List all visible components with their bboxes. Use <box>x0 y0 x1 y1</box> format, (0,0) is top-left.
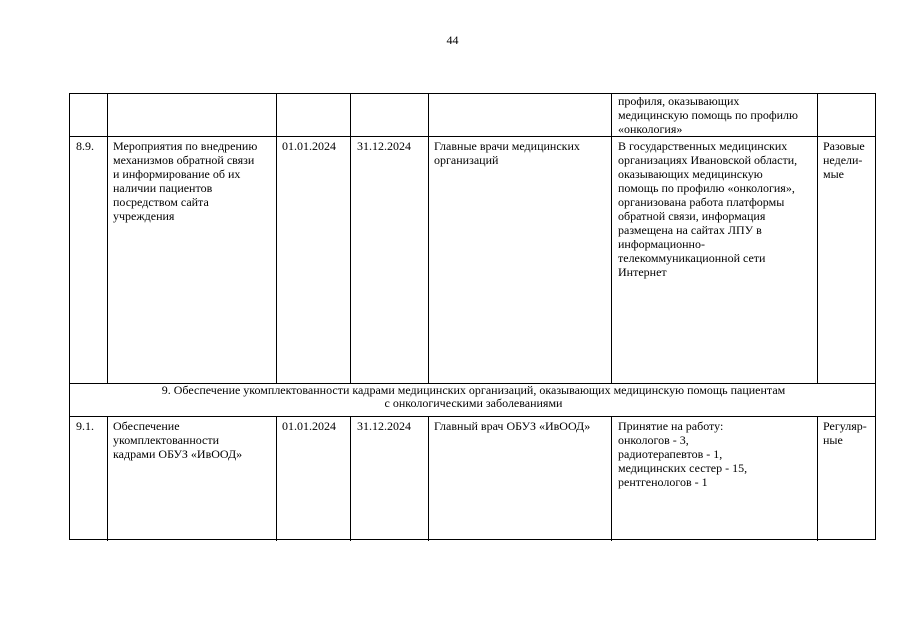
frequency-cell <box>823 419 875 447</box>
column-divider <box>276 416 277 541</box>
column-divider <box>611 94 612 383</box>
text-line: помощь по профилю «онкология», <box>618 181 795 195</box>
text-line: Главные врачи медицинских <box>434 139 580 153</box>
text-line: посредством сайта <box>113 195 209 209</box>
text-line: ные <box>823 433 843 447</box>
result-cell <box>618 139 812 279</box>
event-cell <box>113 419 271 461</box>
start-date: 01.01.2024 <box>282 139 336 153</box>
event-cell <box>113 139 271 223</box>
end-date: 31.12.2024 <box>357 139 411 153</box>
text-line: 9. Обеспечение укомплектованности кадрами медицинских организаций, оказывающих медицинскую помощь пациентам <box>161 383 786 397</box>
continued-result-cell <box>618 94 812 136</box>
text-line: «онкология» <box>618 122 683 136</box>
text-line: наличии пациентов <box>113 181 213 195</box>
row-divider <box>70 136 875 137</box>
text-line: Регуляр- <box>823 419 867 433</box>
text-line: организаций <box>434 153 499 167</box>
row-divider <box>70 416 875 417</box>
text-line: телекоммуникационной сети <box>618 251 766 265</box>
plan-table <box>69 93 876 540</box>
text-line: Принятие на работу: <box>618 419 724 433</box>
text-line: кадрами ОБУЗ «ИвООД» <box>113 447 243 461</box>
column-divider <box>276 94 277 383</box>
text-line: учреждения <box>113 209 175 223</box>
text-line: организована работа платформы <box>618 195 785 209</box>
text-line: обратной связи, информация <box>618 209 766 223</box>
column-divider <box>107 416 108 541</box>
row-number: 9.1. <box>76 419 94 433</box>
column-divider <box>350 94 351 383</box>
page-number: 44 <box>446 33 459 47</box>
text-line: медицинскую помощь по профилю <box>618 108 798 122</box>
text-line: недели- <box>823 153 863 167</box>
text-line: В государственных медицинских <box>618 139 788 153</box>
column-divider <box>428 416 429 541</box>
column-divider <box>611 416 612 541</box>
section-heading <box>70 384 877 410</box>
text-line: рентгенологов - 1 <box>618 475 708 489</box>
text-line: размещена на сайтах ЛПУ в <box>618 223 762 237</box>
text-line: укомплектованности <box>113 433 220 447</box>
row-number: 8.9. <box>76 139 94 153</box>
text-line: профиля, оказывающих <box>618 94 740 108</box>
text-line: онкологов - 3, <box>618 433 689 447</box>
end-date: 31.12.2024 <box>357 419 411 433</box>
column-divider <box>428 94 429 383</box>
text-line: мые <box>823 167 844 181</box>
text-line: организациях Ивановской области, <box>618 153 798 167</box>
responsible-cell: Главный врач ОБУЗ «ИвООД» <box>434 419 591 433</box>
column-divider <box>350 416 351 541</box>
responsible-cell <box>434 139 606 167</box>
text-line: и информирование об их <box>113 167 241 181</box>
frequency-cell <box>823 139 875 181</box>
result-cell <box>618 419 812 489</box>
text-line: радиотерапевтов - 1, <box>618 447 723 461</box>
text-line: информационно- <box>618 237 705 251</box>
text-line: Интернет <box>618 265 667 279</box>
column-divider <box>817 416 818 541</box>
column-divider <box>817 94 818 383</box>
text-line: Разовые <box>823 139 865 153</box>
text-line: механизмов обратной связи <box>113 153 255 167</box>
start-date: 01.01.2024 <box>282 419 336 433</box>
column-divider <box>107 94 108 383</box>
text-line: Обеспечение <box>113 419 180 433</box>
text-line: с онкологическими заболеваниями <box>384 396 563 410</box>
text-line: Мероприятия по внедрению <box>113 139 258 153</box>
text-line: оказывающих медицинскую <box>618 167 763 181</box>
text-line: медицинских сестер - 15, <box>618 461 748 475</box>
